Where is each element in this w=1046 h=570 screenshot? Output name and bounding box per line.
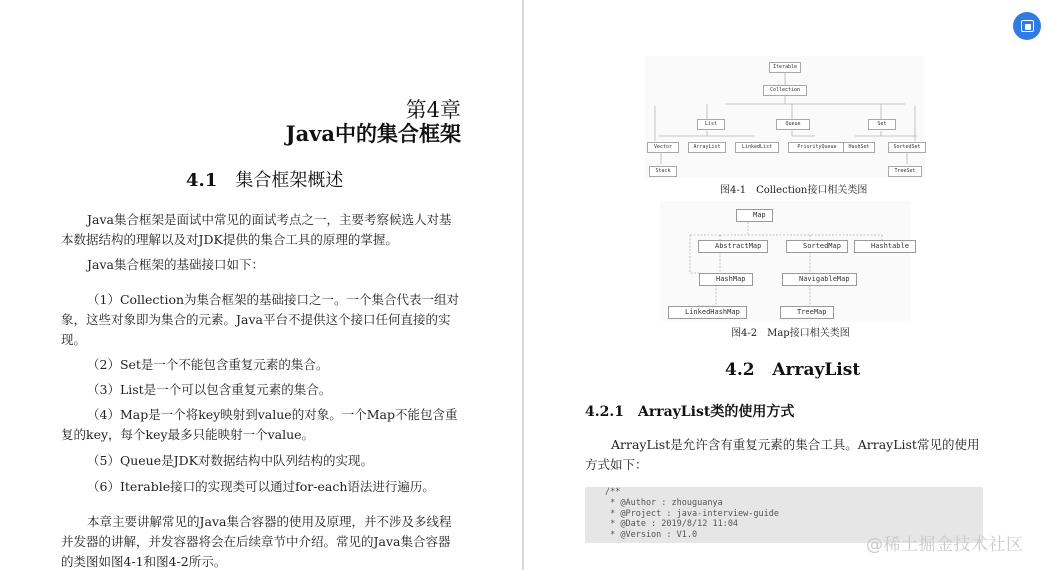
uml-node-abstractmap: AbstractMap xyxy=(698,240,768,253)
uml-node-sortedset: SortedSet xyxy=(888,142,926,153)
figure-map-diagram xyxy=(660,201,910,321)
toolbar-float-button[interactable] xyxy=(1013,12,1041,40)
section-heading-arraylist xyxy=(725,360,860,380)
uml-node-list: List xyxy=(697,119,725,130)
list-item-map: （4）Map是一个将key映射到value的对象。一个Map不能包含重复的key，每个key最多只能映射一个value。 xyxy=(61,407,458,442)
left-page xyxy=(0,0,522,570)
code-line: * @Project : java-interview-guide xyxy=(605,508,779,519)
paragraph-basic-interfaces: Java集合框架的基础接口如下： xyxy=(87,257,264,272)
code-line: * @Author : zhouguanya xyxy=(605,497,723,508)
uml-node-linkedlist: LinkedList xyxy=(735,142,779,153)
section-number: 4.2 xyxy=(725,360,755,380)
chapter-number: 第4章 xyxy=(405,98,461,122)
uml-node-queue: Queue xyxy=(776,119,810,130)
subsection-number: 4.2.1 xyxy=(585,404,624,420)
figure-1-caption: 图4-1 Collection接口相关类图 xyxy=(720,185,868,196)
uml-node-linkedhashmap: LinkedHashMap xyxy=(668,306,747,319)
chapter-title: Java中的集合框架 xyxy=(285,121,461,146)
uml-node-treemap: TreeMap xyxy=(780,306,834,319)
uml-node-treeset: TreeSet xyxy=(888,166,922,177)
code-line: * @Date : 2019/8/12 11:04 xyxy=(605,519,739,530)
section-title: 集合框架概述 xyxy=(235,170,344,191)
uml-node-map: Map xyxy=(736,209,773,222)
section-title: ArrayList xyxy=(772,360,861,380)
uml-node-hashmap: HashMap xyxy=(699,273,753,286)
paragraph-intro: Java集合框架是面试中常见的面试考点之一，主要考察候选人对基本数据结构的理解以及对JDK提供的集合工具的原理的掌握。 xyxy=(61,212,452,247)
code-line: * @Version : V1.0 xyxy=(605,530,698,541)
uml-node-iterable: Iterable xyxy=(769,62,801,73)
figure-collection-diagram xyxy=(645,56,925,178)
uml-node-collection: Collection xyxy=(763,85,807,96)
paragraph-arraylist: ArrayList是允许含有重复元素的集合工具。ArrayList常见的使用方式如下： xyxy=(585,437,980,472)
list-item-iterable: （6）Iterable接口的实现类可以通过for-each语法进行遍历。 xyxy=(87,479,435,494)
figure-map-connectors xyxy=(660,201,910,321)
figure-2-caption: 图4-2 Map接口相关类图 xyxy=(731,328,850,339)
figure-collection-connectors xyxy=(645,56,925,178)
uml-node-priorityqueue: PriorityQueue xyxy=(788,142,846,153)
list-item-set: （2）Set是一个不能包含重复元素的集合。 xyxy=(87,357,329,372)
list-item-collection: （1）Collection为集合框架的基础接口之一。一个集合代表一组对象，这些对象即为集合的元素。Java平台不提供这个接口任何直接的实现。 xyxy=(61,292,460,347)
code-line: /** xyxy=(605,487,621,497)
uml-node-navigablemap: NavigableMap xyxy=(782,273,857,286)
window-inner-icon xyxy=(1025,24,1031,30)
list-item-queue: （5）Queue是JDK对数据结构中队列结构的实现。 xyxy=(87,453,373,468)
subsection-title: ArrayList类的使用方式 xyxy=(637,404,795,420)
uml-node-hashset: HashSet xyxy=(843,142,875,153)
uml-node-vector: Vector xyxy=(647,142,679,153)
uml-node-arraylist: ArrayList xyxy=(688,142,726,153)
uml-node-stack: Stack xyxy=(649,166,677,177)
list-item-list: （3）List是一个可以包含重复元素的集合。 xyxy=(87,382,332,397)
uml-node-hashtable: Hashtable xyxy=(854,240,916,253)
section-heading xyxy=(186,166,343,192)
paragraph-chapter-summary: 本章主要讲解常见的Java集合容器的使用及原理，并不涉及多线程并发器的讲解，并发容器将会在后续章节中介绍。常见的Java集合容器的类图如图4-1和图4-2所示。 xyxy=(61,514,452,569)
uml-node-sortedmap: SortedMap xyxy=(786,240,848,253)
watermark: @稀土掘金技术社区 xyxy=(866,535,1024,555)
right-page xyxy=(524,0,1046,570)
subsection-heading xyxy=(585,401,808,421)
uml-node-set: Set xyxy=(868,119,896,130)
section-number: 4.1 xyxy=(186,170,218,191)
